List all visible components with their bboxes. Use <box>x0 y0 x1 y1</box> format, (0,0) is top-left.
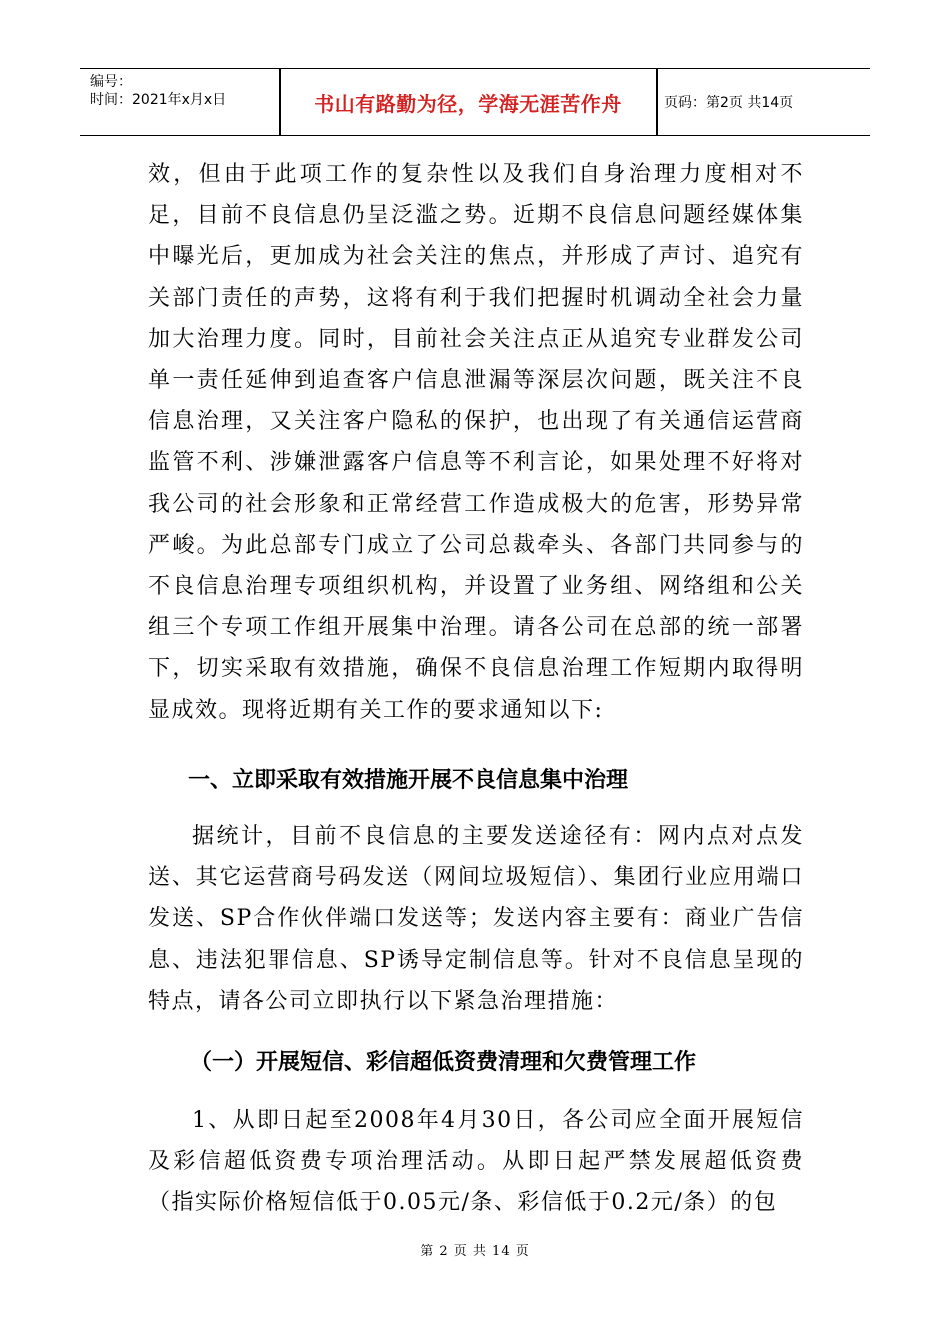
header-motto: 书山有路勤为径，学海无涯苦作舟 <box>314 91 622 116</box>
document-time-label: 时间：2021年x月x日 <box>90 92 227 108</box>
subsection-heading: （一）开展短信、彩信超低资费清理和欠费管理工作 <box>190 1050 697 1075</box>
body-paragraph: 据统计，目前不良信息的主要发送途径有：网内点对点发送、其它运营商号码发送（网间垃圾短信）、集团行业应用端口发送、SP合作伙伴端口发送等；发送内容主要有：商业广告信息、违法犯罪信息、SP诱导定制信息等。针对不良信息呈现的特点，请各公司立即执行以下紧急治理措施： <box>148 824 804 1014</box>
body-paragraph: 效，但由于此项工作的复杂性以及我们自身治理力度相对不足，目前不良信息仍呈泛滥之势。近期不良信息问题经媒体集中曝光后，更加成为社会关注的焦点，并形成了声讨、追究有关部门责任的声势，这将有利于我们把握时机调动全社会力量加大治理力度。同时，目前社会关注点正从追究专业群发公司单一责任延伸到追查客户信息泄漏等深层次问题，既关注不良信息治理，又关注客户隐私的保护，也出现了有关通信运营商监管不利、涉嫌泄露客户信息等不利言论，如果处理不好将对我公司的社会形象和正常经营工作造成极大的危害，形势异常严峻。为此总部专门成立了公司总裁牵头、各部门共同参与的不良信息治理专项组织机构，并设置了业务组、网络组和公关组三个专项工作组开展集中治理。请各公司在总部的统一部署下，切实采取有效措施，确保不良信息治理工作短期内取得明显成效。现将近期有关工作的要求通知以下: <box>148 162 804 723</box>
body-paragraph: 1、从即日起至2008年4月30日，各公司应全面开展短信及彩信超低资费专项治理活动。从即日起严禁发展超低资费（指实际价格短信低于0.05元/条、彩信低于0.2元/条）的包 <box>148 1108 804 1216</box>
header-page-info: 页码：第2页 共14页 <box>664 95 794 111</box>
document-number-label: 编号： <box>90 74 132 90</box>
document-header <box>80 68 870 136</box>
section-heading: 一、立即采取有效措施开展不良信息集中治理 <box>188 768 629 793</box>
page-footer: 第 2 页 共 14 页 <box>420 1244 530 1259</box>
header-meta <box>80 69 280 135</box>
